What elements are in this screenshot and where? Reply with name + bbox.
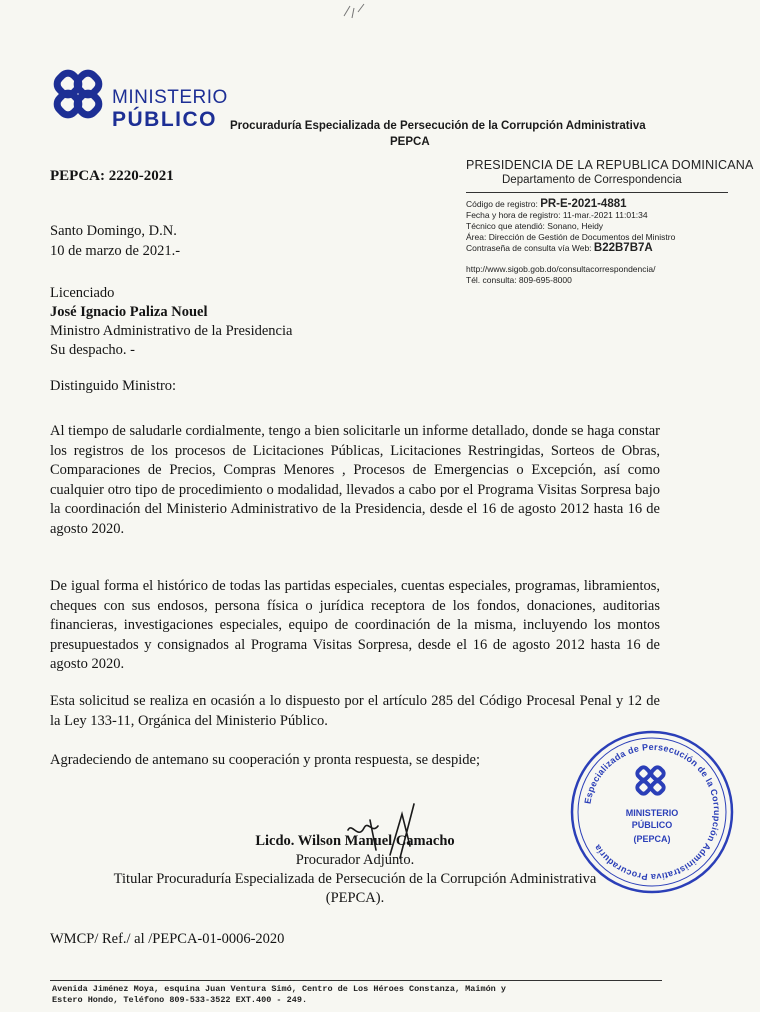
- stamp-technician-row: [466, 221, 756, 232]
- logo-line2: PÚBLICO: [112, 108, 217, 131]
- logo-line1: MINISTERIO: [112, 87, 228, 108]
- signatory-role: Procurador Adjunto.: [295, 852, 415, 868]
- registry-label: Código de registro:: [466, 199, 538, 209]
- area-label: Área:: [466, 232, 487, 242]
- signatory-name: Licdo. Wilson Manuel Camacho: [255, 833, 455, 849]
- area-value: Dirección de Gestión de Documentos del Ministro: [488, 232, 676, 242]
- recipient-title: Licenciado: [50, 285, 115, 301]
- technician-value: Sonano, Heidy: [547, 221, 604, 231]
- signatory-office: Titular Procuraduría Especializada de Persecución de la Corrupción Administrativa: [113, 871, 597, 887]
- body-paragraph-1: Al tiempo de saludarle cordialmente, tengo a bien solicitarle un informe detallado, donde se haga constar los registros de los procesos de Licitaciones Públicas, Licitaciones Restringidas, Sorteos de Obras, Comparaciones de Precios, Compras Menores , Procesos de Emergencias o Excepción, así como cualquier otro tipo de procedimiento o modalidad, llevados a cabo por el Programa Visitas Sorpresa bajo la coordinación del Ministerio Administrativo de la Presidencia, desde el 16 de agosto 2012 hasta 16 de agosto 2020.: [50, 423, 660, 537]
- stamp-url[interactable]: http://www.sigob.gob.do/consultacorrespondencia/: [466, 264, 656, 274]
- pepca-seal: [568, 728, 736, 896]
- reception-stamp: [466, 158, 756, 286]
- ministerio-publico-logo-icon: [50, 66, 106, 122]
- stamp-password-row: [466, 243, 756, 254]
- recipient-office: Su despacho. -: [50, 342, 135, 358]
- password-value: B22B7B7A: [593, 242, 653, 254]
- technician-label: Técnico que atendió:: [466, 221, 545, 231]
- footer-line2: Estero Hondo, Teléfono 809-533-3522 EXT.400 - 249.: [52, 995, 308, 1005]
- stamp-registry-row: [466, 199, 756, 210]
- signatory-office-abbr: (PEPCA).: [325, 890, 385, 906]
- reference-number: PEPCA: 2220-2021: [50, 168, 174, 184]
- reference-code: WMCP/ Ref./ al /PEPCA-01-0006-2020: [50, 931, 285, 947]
- stamp-phone: Tél. consulta: 809-695-8000: [466, 275, 572, 285]
- letter-place: Santo Domingo, D.N.: [50, 223, 177, 239]
- stamp-department: Departamento de Correspondencia: [502, 174, 682, 186]
- registry-code: PR-E-2021-4881: [540, 198, 627, 210]
- body-paragraph-2: De igual forma el histórico de todas las partidas especiales, cuentas especiales, programas, libramientos, cheques con sus endosos, persona física o jurídica receptora de los fondos, donaciones, auditorias financieras, investigaciones especiales, equipo de coordinación de la misma, incluyendo los montos presupuestados y consignados al Programa Visitas Sorpresa, desde el 16 de agosto 2012 hasta 16 de agosto 2020.: [50, 578, 660, 673]
- seal-center-line1: MINISTERIO: [625, 808, 679, 818]
- salutation: Distinguido Ministro:: [50, 378, 177, 394]
- stamp-datetime-row: [466, 210, 756, 221]
- recipient-name: José Ignacio Paliza Nouel: [50, 304, 208, 320]
- seal-ring-text: Especializada de Persecución de la Corrupción Administrativa Procuraduría: [582, 741, 723, 883]
- stamp-divider: [466, 192, 728, 193]
- seal-center-line3: (PEPCA): [633, 834, 671, 844]
- datetime-value: 11-mar.-2021 11:01:34: [562, 210, 648, 220]
- seal-center-line2: PÚBLICO: [631, 820, 673, 830]
- password-label: Contraseña de consulta vía Web:: [466, 243, 592, 253]
- body-paragraph-3: Esta solicitud se realiza en ocasión a lo dispuesto por el artículo 285 del Código Procesal Penal y 12 de la Ley 133-11, Orgánica del Ministerio Público.: [50, 693, 660, 729]
- footer-divider: [50, 980, 662, 981]
- header-subtitle: PEPCA: [390, 136, 430, 148]
- closing-line: Agradeciendo de antemano su cooperación y pronta respuesta, se despide;: [50, 752, 481, 768]
- scratch-mark-icon: [340, 2, 370, 22]
- footer-line1: Avenida Jiménez Moya, esquina Juan Ventura Simó, Centro de Los Héroes Constanza, Maimón y: [52, 984, 506, 994]
- footer-address: [52, 984, 662, 1006]
- header-title: Procuraduría Especializada de Persecución de la Corrupción Administrativa: [230, 120, 646, 132]
- logo-wordmark: [112, 88, 228, 130]
- stamp-institution: PRESIDENCIA DE LA REPUBLICA DOMINICANA: [466, 158, 754, 172]
- recipient-position: Ministro Administrativo de la Presidencia: [50, 323, 293, 339]
- datetime-label: Fecha y hora de registro:: [466, 210, 561, 220]
- letter-date: 10 de marzo de 2021.-: [50, 243, 181, 259]
